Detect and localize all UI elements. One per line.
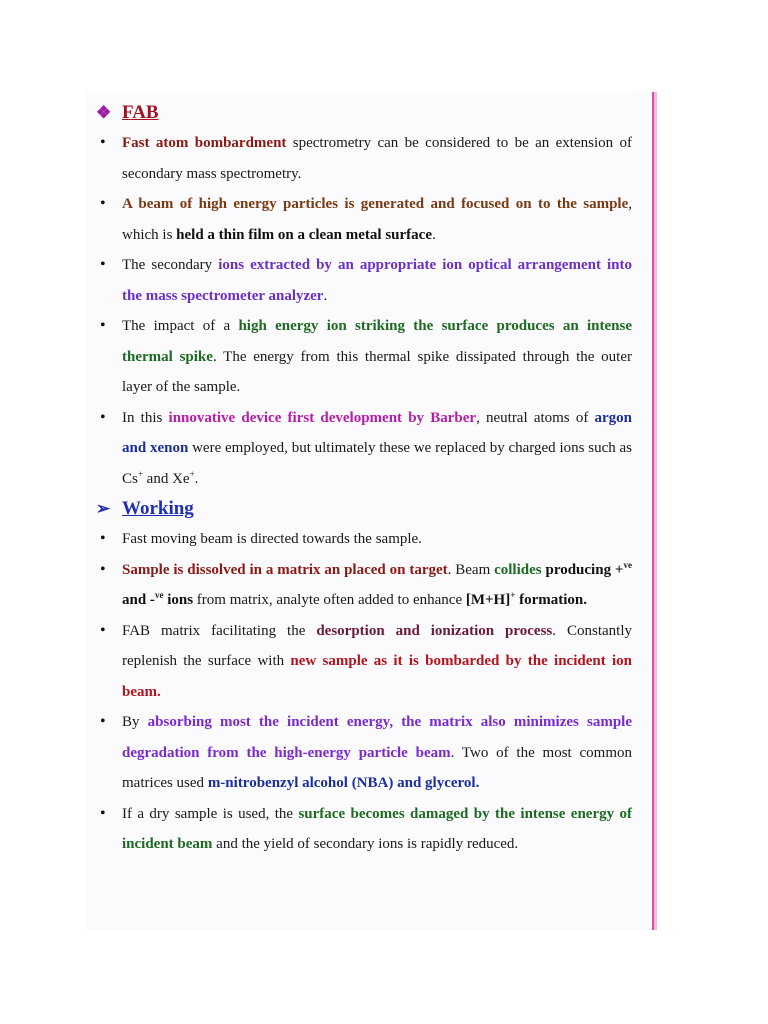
superscript-text: + (189, 468, 195, 479)
text-run: new sample as it is bombarded by the incident ion beam. (122, 653, 632, 700)
heading-text: FAB (122, 102, 159, 123)
text-run: and - (122, 592, 155, 608)
text-run: spectrometry can be considered to be an extension of secondary mass spectrometry. (122, 135, 632, 182)
heading-text: Working (122, 498, 194, 519)
superscript-text: ve (623, 559, 632, 570)
text-run: argon and xenon (122, 409, 632, 456)
text-run: Sample is dissolved in a matrix an placed on target (122, 561, 448, 578)
bullet-item (96, 799, 632, 860)
text-run: producing + (545, 561, 624, 578)
text-run: [M+H] (465, 592, 511, 608)
bullet-item (96, 555, 632, 616)
text-run: . Constantly replenish the surface with (122, 622, 632, 669)
document-page (86, 92, 654, 930)
text-run: Fast moving beam is directed towards the sample. (122, 531, 422, 547)
fab-bullet-list (96, 128, 632, 494)
bullet-item (96, 128, 632, 189)
text-run: m-nitrobenzyl alcohol (NBA) and glycerol. (207, 775, 480, 791)
text-run: . Beam (447, 561, 495, 578)
text-run: If a dry sample is used, the (122, 805, 299, 822)
text-run: In this (122, 409, 169, 426)
text-run: ions (163, 592, 194, 608)
text-run: and the yield of secondary ions is rapidly reduced. (212, 836, 519, 852)
text-run: formation. (515, 592, 588, 608)
text-run: held a thin film on a clean metal surface (176, 226, 432, 243)
bullet-item (96, 524, 632, 555)
text-run: from matrix, analyte often added to enhance (193, 592, 466, 608)
text-run: Fast atom bombardment (122, 135, 287, 151)
text-run: The impact of a (122, 318, 239, 334)
superscript-text: + (510, 590, 516, 600)
text-run: collides (494, 561, 542, 578)
bullet-item (96, 189, 632, 250)
text-run: . Two of the most common matrices used (122, 744, 632, 791)
text-run: . (432, 226, 436, 243)
section-heading-fab (96, 98, 632, 128)
text-run: absorbing most the incident energy, the matrix also minimizes sample degradation from the high-energy particle beam (122, 714, 632, 761)
text-run: were employed, but ultimately these we replaced by charged ions such as Cs (122, 440, 633, 487)
document-content (96, 98, 632, 860)
bullet-item (96, 616, 632, 708)
bullet-item (96, 311, 632, 403)
bullet-item (96, 707, 632, 799)
text-run: FAB matrix facilitating the (122, 622, 317, 639)
text-run: The secondary (122, 257, 219, 273)
text-run: By (122, 714, 148, 730)
bullet-item (96, 250, 632, 311)
text-run: . The energy from this thermal spike dissipated through the outer layer of the sample. (122, 348, 632, 395)
text-run: ions extracted by an appropriate ion optical arrangement into the mass spectrometer analyzer (122, 257, 632, 304)
text-run: A beam of high energy particles is generated and focused on to the sample (122, 196, 629, 212)
arrow-bullet-icon: ➢ (96, 499, 111, 518)
text-run: innovative device first development by Barber (168, 409, 477, 426)
text-run: and Xe (142, 470, 190, 487)
section-heading-working (96, 494, 632, 524)
text-run: high energy ion striking the surface produces an intense thermal spike (122, 318, 632, 365)
text-run: desorption and ionization process (316, 622, 553, 639)
diamond-bullet-icon: ❖ (96, 103, 112, 122)
superscript-text: ve (154, 590, 164, 600)
text-run: , neutral atoms of (476, 409, 595, 426)
bullet-item (96, 403, 632, 495)
working-bullet-list (96, 524, 632, 860)
superscript-text: + (137, 468, 143, 479)
text-run: , which is (122, 196, 632, 243)
text-run: . (323, 287, 328, 304)
text-run: . (194, 470, 199, 487)
text-run: surface becomes damaged by the intense energy of incident beam (122, 805, 633, 852)
